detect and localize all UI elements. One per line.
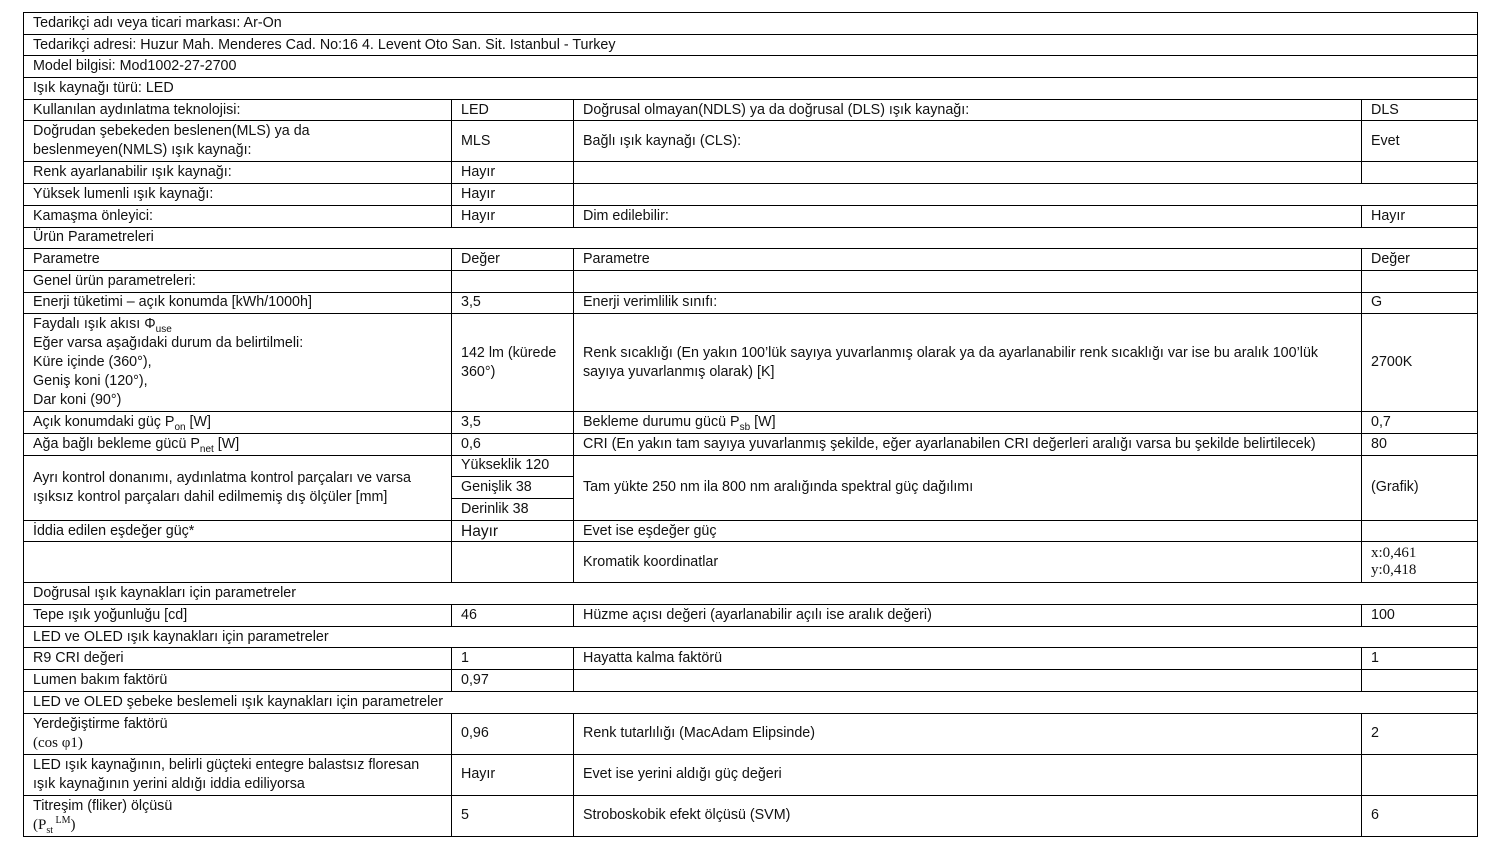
table-row	[24, 433, 1478, 455]
table-row	[24, 227, 1478, 249]
param-value: Hayır	[452, 520, 574, 542]
param-value: 1	[452, 648, 574, 670]
table-row	[24, 648, 1478, 670]
param-value: 0,6	[452, 433, 574, 455]
empty-cell	[574, 162, 1362, 184]
table-row	[24, 205, 1478, 227]
table-row	[24, 13, 1478, 35]
param-label: Dim edilebilir:	[574, 205, 1362, 227]
param-value	[1362, 520, 1478, 542]
table-row	[24, 713, 1478, 754]
table-row	[24, 626, 1478, 648]
param-value: 3,5	[452, 292, 574, 314]
empty-cell	[452, 270, 574, 292]
chromaticity-y: y:0,418	[1371, 562, 1417, 579]
param-label: Bağlı ışık kaynağı (CLS):	[574, 121, 1362, 162]
table-row	[24, 795, 1478, 836]
param-label: Kamaşma önleyici:	[24, 205, 452, 227]
table-row	[24, 583, 1478, 605]
param-label: Lumen bakım faktörü	[24, 670, 452, 692]
param-label: Bekleme durumu gücü $P_{sb}$ [W]	[574, 412, 1362, 434]
param-value: 5	[452, 795, 574, 836]
param-value: Hayır	[452, 162, 574, 184]
param-value: Hayır	[452, 205, 574, 227]
param-value: MLS	[452, 121, 574, 162]
param-label: Evet ise eşdeğer güç	[574, 520, 1362, 542]
table-row	[24, 56, 1478, 78]
column-header: Değer	[452, 249, 574, 271]
table-row	[24, 520, 1478, 542]
param-value: 2700K	[1362, 314, 1478, 412]
table-row	[24, 412, 1478, 434]
param-value: 142 lm (kürede 360°)	[452, 314, 574, 412]
param-label: Enerji verimlilik sınıfı:	[574, 292, 1362, 314]
section-heading: Ürün Parametreleri	[24, 227, 1478, 249]
empty-cell	[452, 542, 574, 583]
table-row	[24, 34, 1478, 56]
param-value: 6	[1362, 795, 1478, 836]
param-label: Enerji tüketimi – açık konumda [kWh/1000h]	[24, 292, 452, 314]
empty-cell	[574, 270, 1362, 292]
param-value: 2	[1362, 713, 1478, 754]
flux-line: Eğer varsa aşağıdaki durum da belirtilmeli:	[33, 335, 304, 352]
table-row	[24, 121, 1478, 162]
param-label: Açık konumdaki güç $P_{on}$ [W]	[24, 412, 452, 434]
param-value: Evet	[1362, 121, 1478, 162]
table-row	[24, 691, 1478, 713]
param-label: Yüksek lumenli ışık kaynağı:	[24, 184, 452, 206]
param-value: 0,97	[452, 670, 574, 692]
param-label: CRI (En yakın tam sayıya yuvarlanmış şekilde, eğer ayarlanabilen CRI değerleri aralığı varsa bu şekilde belirtilecek)	[574, 433, 1362, 455]
table-row	[24, 270, 1478, 292]
model-info: Model bilgisi: Mod1002-27-2700	[24, 56, 1478, 78]
column-header: Parametre	[574, 249, 1362, 271]
chromaticity-values	[1362, 542, 1478, 583]
param-value: 0,7	[1362, 412, 1478, 434]
param-label: Ayrı kontrol donanımı, aydınlatma kontrol parçaları ve varsa ışıksız kontrol parçaları dahil edilmemiş dış ölçüler [mm]	[24, 455, 452, 520]
section-heading: LED ve OLED ışık kaynakları için parametreler	[24, 626, 1478, 648]
param-label: Tepe ışık yoğunluğu [cd]	[24, 605, 452, 627]
param-value: Hayır	[1362, 205, 1478, 227]
param-label: Ağa bağlı bekleme gücü $P_{net}$ [W]	[24, 433, 452, 455]
section-heading: Genel ürün parametreleri:	[24, 270, 452, 292]
param-value: (Grafik)	[1362, 455, 1478, 520]
param-label: LED ışık kaynağının, belirli güçteki entegre balastsız floresan ışık kaynağının yerini aldığı iddia ediliyorsa	[24, 754, 452, 795]
param-value	[1362, 754, 1478, 795]
param-label: Kromatik koordinatlar	[574, 542, 1362, 583]
flux-line: Dar koni (90°)	[33, 392, 122, 409]
empty-cell	[574, 184, 1478, 206]
table-header-row	[24, 249, 1478, 271]
table-row	[24, 605, 1478, 627]
light-source-type: Işık kaynağı türü: LED	[24, 78, 1478, 100]
param-label: Hüzme açısı değeri (ayarlanabilir açılı ise aralık değeri)	[574, 605, 1362, 627]
chromaticity-x: x:0,461	[1371, 545, 1417, 562]
section-heading: Doğrusal ışık kaynakları için parametreler	[24, 583, 1478, 605]
dimension-depth: Derinlik 38	[452, 499, 574, 521]
empty-cell	[1362, 162, 1478, 184]
table-row	[24, 542, 1478, 583]
dimension-height: Yükseklik 120	[452, 455, 574, 477]
flux-line: Küre içinde (360°),	[33, 354, 152, 371]
flux-title: Faydalı ışık akısı $\Phi_{use}$	[33, 316, 172, 336]
param-label: Hayatta kalma faktörü	[574, 648, 1362, 670]
param-label: Evet ise yerini aldığı güç değeri	[574, 754, 1362, 795]
param-value: 80	[1362, 433, 1478, 455]
param-label: R9 CRI değeri	[24, 648, 452, 670]
param-label: Yerdeğiştirme faktörü (cos φ1)	[24, 713, 452, 754]
formula: ($P_{st}$ $^{LM}$)	[33, 814, 76, 836]
param-value: 3,5	[452, 412, 574, 434]
param-label: Kullanılan aydınlatma teknolojisi:	[24, 99, 452, 121]
param-value: G	[1362, 292, 1478, 314]
param-value: 0,96	[452, 713, 574, 754]
column-header: Değer	[1362, 249, 1478, 271]
param-value: 46	[452, 605, 574, 627]
param-label: Stroboskobik efekt ölçüsü (SVM)	[574, 795, 1362, 836]
flux-line: Geniş koni (120°),	[33, 373, 148, 390]
empty-cell	[24, 542, 452, 583]
empty-cell	[1362, 270, 1478, 292]
param-value: 1	[1362, 648, 1478, 670]
param-value: Hayır	[452, 184, 574, 206]
table-row	[24, 78, 1478, 100]
param-label: Titreşim (fliker) ölçüsü ($P_{st}$ $^{LM}$)	[24, 795, 452, 836]
supplier-address: Tedarikçi adresi: Huzur Mah. Menderes Cad. No:16 4. Levent Oto San. Sit. Istanbul - Turkey	[24, 34, 1478, 56]
param-label: Doğrudan şebekeden beslenen(MLS) ya da beslenmeyen(NMLS) ışık kaynağı:	[24, 121, 452, 162]
param-value: LED	[452, 99, 574, 121]
useful-flux-label	[24, 314, 452, 412]
section-heading: LED ve OLED şebeke beslemeli ışık kaynakları için parametreler	[24, 691, 1478, 713]
product-information-sheet	[23, 12, 1478, 837]
param-label: Tam yükte 250 nm ila 800 nm aralığında spektral güç dağılımı	[574, 455, 1362, 520]
table-row	[24, 754, 1478, 795]
table-row	[24, 670, 1478, 692]
column-header: Parametre	[24, 249, 452, 271]
param-label: Doğrusal olmayan(NDLS) ya da doğrusal (DLS) ışık kaynağı:	[574, 99, 1362, 121]
formula: (cos φ1)	[33, 734, 83, 751]
table-row	[24, 314, 1478, 412]
table-row	[24, 455, 1478, 477]
param-value: Hayır	[452, 754, 574, 795]
table-row	[24, 162, 1478, 184]
param-label: İddia edilen eşdeğer güç*	[24, 520, 452, 542]
param-value: 100	[1362, 605, 1478, 627]
param-value: DLS	[1362, 99, 1478, 121]
param-label: Renk tutarlılığı (MacAdam Elipsinde)	[574, 713, 1362, 754]
param-label: Renk ayarlanabilir ışık kaynağı:	[24, 162, 452, 184]
table-row	[24, 292, 1478, 314]
supplier-name: Tedarikçi adı veya ticari markası: Ar-On	[24, 13, 1478, 35]
dimension-width: Genişlik 38	[452, 477, 574, 499]
param-label: Renk sıcaklığı (En yakın 100’lük sayıya yuvarlanmış olarak ya da ayarlanabilir renk sıcaklığı var ise bu aralık 100’lük sayıya yuvarlanmış olarak) [K]	[574, 314, 1362, 412]
table-row	[24, 99, 1478, 121]
empty-cell	[574, 670, 1362, 692]
empty-cell	[1362, 670, 1478, 692]
table-row	[24, 184, 1478, 206]
